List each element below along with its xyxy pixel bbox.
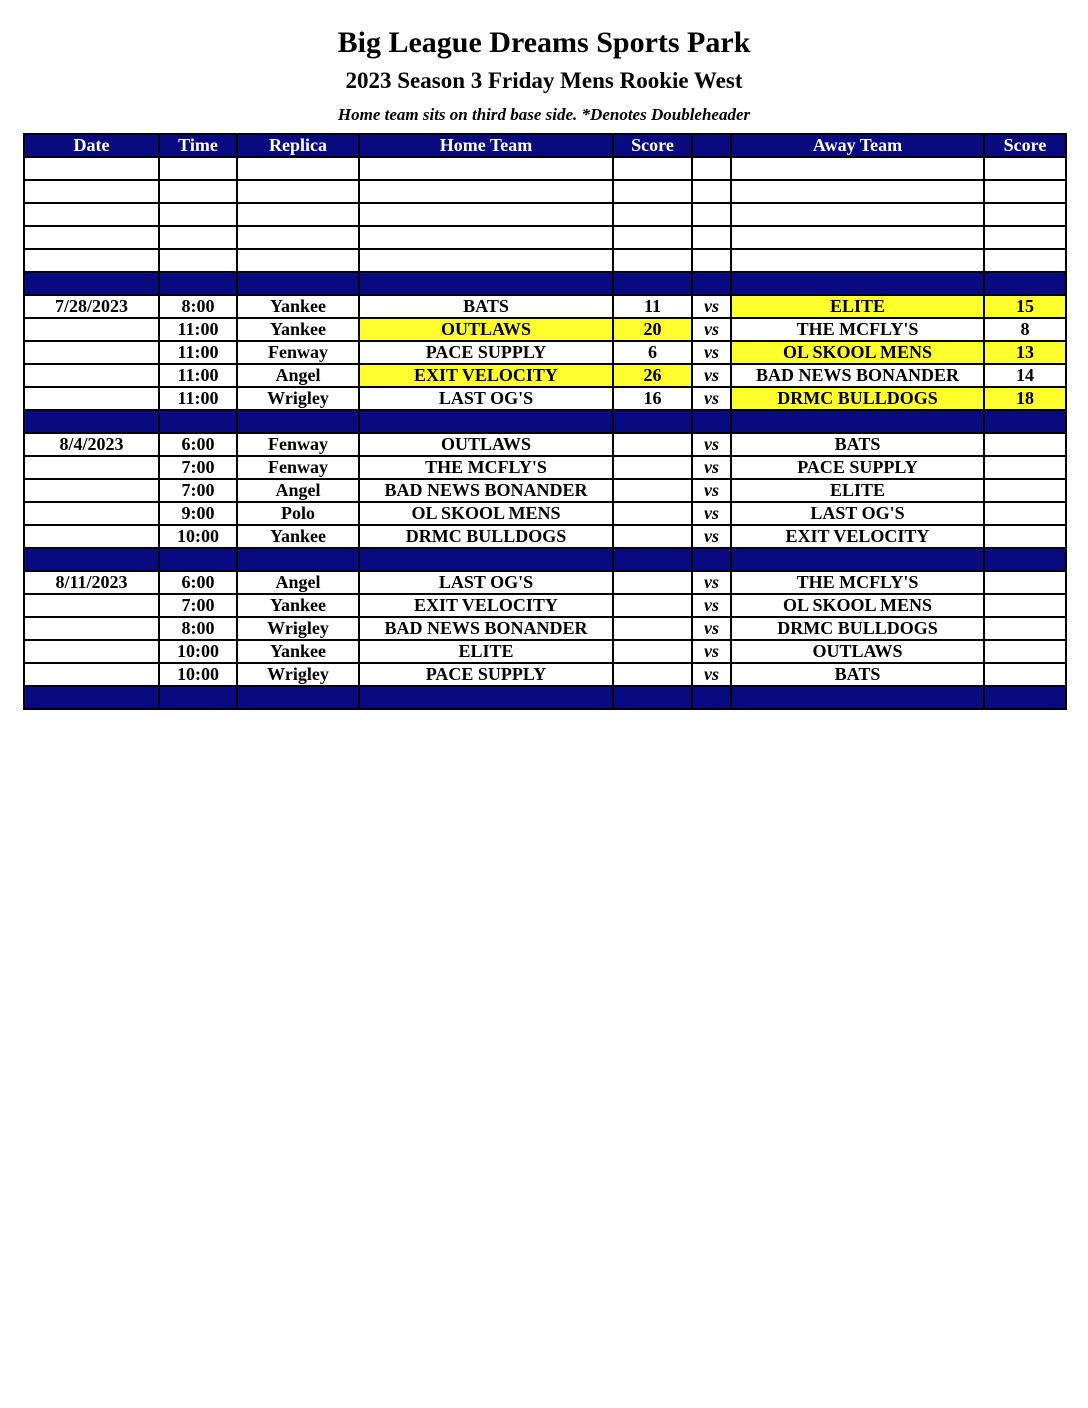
game-row bbox=[24, 617, 1066, 640]
away-score-cell bbox=[984, 594, 1066, 617]
field-cell: Wrigley bbox=[237, 617, 359, 640]
away-team-cell: OL SKOOL MENS bbox=[731, 594, 984, 617]
field-cell: Yankee bbox=[237, 295, 359, 318]
blank-row bbox=[24, 226, 1066, 249]
game-row bbox=[24, 525, 1066, 548]
col-header-time: Time bbox=[159, 134, 237, 157]
away-score-cell bbox=[984, 502, 1066, 525]
header-row bbox=[24, 134, 1066, 157]
vs-cell: vs bbox=[692, 479, 731, 502]
time-cell bbox=[159, 249, 237, 272]
home-score-cell: 16 bbox=[613, 387, 692, 410]
col-header-replica: Replica bbox=[237, 134, 359, 157]
home-team-cell: BAD NEWS BONANDER bbox=[359, 617, 613, 640]
home-team-cell: LAST OG'S bbox=[359, 387, 613, 410]
time-cell: 6:00 bbox=[159, 571, 237, 594]
vs-cell: vs bbox=[692, 364, 731, 387]
vs-cell bbox=[692, 157, 731, 180]
away-team-cell bbox=[731, 203, 984, 226]
vs-cell: vs bbox=[692, 571, 731, 594]
field-cell bbox=[237, 203, 359, 226]
home-score-cell bbox=[613, 617, 692, 640]
time-cell: 7:00 bbox=[159, 594, 237, 617]
col-header-home-score: Score bbox=[613, 134, 692, 157]
away-score-cell bbox=[984, 617, 1066, 640]
vs-cell: vs bbox=[692, 502, 731, 525]
home-score-cell: 6 bbox=[613, 341, 692, 364]
date-cell: 8/11/2023 bbox=[24, 571, 159, 594]
away-team-cell: OL SKOOL MENS bbox=[731, 341, 984, 364]
home-score-cell: 20 bbox=[613, 318, 692, 341]
date-cell: 8/4/2023 bbox=[24, 433, 159, 456]
separator-cell bbox=[359, 410, 613, 433]
vs-cell: vs bbox=[692, 341, 731, 364]
home-score-cell bbox=[613, 594, 692, 617]
time-cell bbox=[159, 203, 237, 226]
field-cell: Angel bbox=[237, 479, 359, 502]
field-cell: Fenway bbox=[237, 433, 359, 456]
away-score-cell bbox=[984, 203, 1066, 226]
home-team-cell: OUTLAWS bbox=[359, 318, 613, 341]
separator-cell bbox=[24, 686, 159, 709]
field-cell: Yankee bbox=[237, 525, 359, 548]
away-score-cell: 8 bbox=[984, 318, 1066, 341]
date-cell bbox=[24, 387, 159, 410]
game-row bbox=[24, 295, 1066, 318]
away-team-cell: EXIT VELOCITY bbox=[731, 525, 984, 548]
field-cell: Yankee bbox=[237, 318, 359, 341]
vs-cell: vs bbox=[692, 617, 731, 640]
home-score-cell bbox=[613, 663, 692, 686]
away-score-cell bbox=[984, 226, 1066, 249]
away-score-cell bbox=[984, 640, 1066, 663]
away-team-cell: THE MCFLY'S bbox=[731, 318, 984, 341]
field-cell: Wrigley bbox=[237, 663, 359, 686]
time-cell: 8:00 bbox=[159, 617, 237, 640]
vs-cell bbox=[692, 226, 731, 249]
separator-cell bbox=[24, 410, 159, 433]
separator-cell bbox=[731, 410, 984, 433]
separator-cell bbox=[731, 548, 984, 571]
time-cell: 11:00 bbox=[159, 364, 237, 387]
away-score-cell bbox=[984, 433, 1066, 456]
away-team-cell: PACE SUPPLY bbox=[731, 456, 984, 479]
schedule-body bbox=[24, 157, 1066, 709]
home-team-cell bbox=[359, 203, 613, 226]
separator-cell bbox=[359, 548, 613, 571]
game-row bbox=[24, 433, 1066, 456]
vs-cell bbox=[692, 249, 731, 272]
field-cell bbox=[237, 157, 359, 180]
separator-row bbox=[24, 548, 1066, 571]
separator-cell bbox=[731, 272, 984, 295]
time-cell: 7:00 bbox=[159, 456, 237, 479]
vs-cell: vs bbox=[692, 433, 731, 456]
separator-cell bbox=[613, 548, 692, 571]
separator-cell bbox=[237, 548, 359, 571]
vs-cell: vs bbox=[692, 594, 731, 617]
time-cell: 10:00 bbox=[159, 640, 237, 663]
home-score-cell bbox=[613, 226, 692, 249]
field-cell: Wrigley bbox=[237, 387, 359, 410]
date-cell bbox=[24, 617, 159, 640]
date-cell bbox=[24, 479, 159, 502]
separator-cell bbox=[24, 548, 159, 571]
home-team-cell bbox=[359, 157, 613, 180]
vs-cell bbox=[692, 180, 731, 203]
date-cell bbox=[24, 318, 159, 341]
away-score-cell bbox=[984, 479, 1066, 502]
home-score-cell: 26 bbox=[613, 364, 692, 387]
separator-cell bbox=[984, 548, 1066, 571]
time-cell: 9:00 bbox=[159, 502, 237, 525]
vs-cell: vs bbox=[692, 663, 731, 686]
vs-cell: vs bbox=[692, 387, 731, 410]
home-score-cell bbox=[613, 180, 692, 203]
time-cell bbox=[159, 157, 237, 180]
separator-cell bbox=[613, 272, 692, 295]
schedule-note: Home team sits on third base side. *Denotes Doubleheader bbox=[337, 105, 751, 124]
home-team-cell: LAST OG'S bbox=[359, 571, 613, 594]
separator-row bbox=[24, 272, 1066, 295]
game-row bbox=[24, 456, 1066, 479]
date-cell bbox=[24, 640, 159, 663]
away-score-cell: 15 bbox=[984, 295, 1066, 318]
separator-cell bbox=[159, 410, 237, 433]
separator-cell bbox=[984, 410, 1066, 433]
home-team-cell: OL SKOOL MENS bbox=[359, 502, 613, 525]
time-cell: 11:00 bbox=[159, 387, 237, 410]
away-team-cell bbox=[731, 249, 984, 272]
page-title: Big League Dreams Sports Park bbox=[337, 26, 751, 59]
date-cell: 7/28/2023 bbox=[24, 295, 159, 318]
away-team-cell: BATS bbox=[731, 663, 984, 686]
away-team-cell: ELITE bbox=[731, 295, 984, 318]
home-team-cell: ELITE bbox=[359, 640, 613, 663]
blank-row bbox=[24, 203, 1066, 226]
separator-cell bbox=[613, 686, 692, 709]
date-cell bbox=[24, 157, 159, 180]
away-team-cell bbox=[731, 157, 984, 180]
col-header-vs bbox=[692, 134, 731, 157]
field-cell: Fenway bbox=[237, 456, 359, 479]
separator-cell bbox=[237, 272, 359, 295]
field-cell bbox=[237, 180, 359, 203]
separator-cell bbox=[692, 686, 731, 709]
field-cell: Yankee bbox=[237, 594, 359, 617]
home-team-cell: BAD NEWS BONANDER bbox=[359, 479, 613, 502]
separator-cell bbox=[159, 548, 237, 571]
col-header-home-team: Home Team bbox=[359, 134, 613, 157]
away-score-cell: 18 bbox=[984, 387, 1066, 410]
game-row bbox=[24, 502, 1066, 525]
separator-cell bbox=[731, 686, 984, 709]
separator-row bbox=[24, 410, 1066, 433]
away-team-cell: DRMC BULLDOGS bbox=[731, 387, 984, 410]
date-cell bbox=[24, 180, 159, 203]
separator-cell bbox=[692, 548, 731, 571]
time-cell: 7:00 bbox=[159, 479, 237, 502]
date-cell bbox=[24, 525, 159, 548]
home-score-cell bbox=[613, 571, 692, 594]
away-score-cell bbox=[984, 571, 1066, 594]
home-team-cell: PACE SUPPLY bbox=[359, 663, 613, 686]
home-score-cell bbox=[613, 203, 692, 226]
time-cell bbox=[159, 226, 237, 249]
field-cell: Angel bbox=[237, 364, 359, 387]
col-header-away-team: Away Team bbox=[731, 134, 984, 157]
home-team-cell: EXIT VELOCITY bbox=[359, 594, 613, 617]
home-score-cell: 11 bbox=[613, 295, 692, 318]
blank-row bbox=[24, 249, 1066, 272]
away-team-cell: THE MCFLY'S bbox=[731, 571, 984, 594]
home-score-cell bbox=[613, 433, 692, 456]
schedule-table bbox=[23, 133, 1067, 710]
separator-cell bbox=[24, 272, 159, 295]
date-cell bbox=[24, 502, 159, 525]
col-header-date: Date bbox=[24, 134, 159, 157]
away-score-cell: 14 bbox=[984, 364, 1066, 387]
away-score-cell bbox=[984, 249, 1066, 272]
separator-cell bbox=[237, 686, 359, 709]
away-team-cell: ELITE bbox=[731, 479, 984, 502]
vs-cell: vs bbox=[692, 640, 731, 663]
separator-cell bbox=[984, 272, 1066, 295]
game-row bbox=[24, 318, 1066, 341]
game-row bbox=[24, 364, 1066, 387]
home-score-cell bbox=[613, 157, 692, 180]
separator-cell bbox=[159, 686, 237, 709]
away-team-cell: DRMC BULLDOGS bbox=[731, 617, 984, 640]
away-score-cell bbox=[984, 525, 1066, 548]
home-team-cell: BATS bbox=[359, 295, 613, 318]
field-cell bbox=[237, 226, 359, 249]
home-team-cell bbox=[359, 226, 613, 249]
separator-cell bbox=[159, 272, 237, 295]
time-cell: 6:00 bbox=[159, 433, 237, 456]
home-score-cell bbox=[613, 502, 692, 525]
game-row bbox=[24, 640, 1066, 663]
time-cell bbox=[159, 180, 237, 203]
vs-cell: vs bbox=[692, 456, 731, 479]
blank-row bbox=[24, 180, 1066, 203]
separator-cell bbox=[359, 272, 613, 295]
home-score-cell bbox=[613, 249, 692, 272]
away-team-cell: LAST OG'S bbox=[731, 502, 984, 525]
away-score-cell bbox=[984, 180, 1066, 203]
away-team-cell: OUTLAWS bbox=[731, 640, 984, 663]
away-score-cell: 13 bbox=[984, 341, 1066, 364]
field-cell bbox=[237, 249, 359, 272]
away-team-cell: BATS bbox=[731, 433, 984, 456]
game-row bbox=[24, 663, 1066, 686]
page-subtitle: 2023 Season 3 Friday Mens Rookie West bbox=[345, 68, 743, 93]
separator-cell bbox=[984, 686, 1066, 709]
home-team-cell bbox=[359, 180, 613, 203]
game-row bbox=[24, 387, 1066, 410]
time-cell: 10:00 bbox=[159, 525, 237, 548]
time-cell: 10:00 bbox=[159, 663, 237, 686]
away-score-cell bbox=[984, 157, 1066, 180]
home-team-cell: PACE SUPPLY bbox=[359, 341, 613, 364]
separator-cell bbox=[613, 410, 692, 433]
date-cell bbox=[24, 456, 159, 479]
col-header-away-score: Score bbox=[984, 134, 1066, 157]
date-cell bbox=[24, 226, 159, 249]
away-team-cell: BAD NEWS BONANDER bbox=[731, 364, 984, 387]
separator-cell bbox=[359, 686, 613, 709]
home-team-cell: DRMC BULLDOGS bbox=[359, 525, 613, 548]
field-cell: Angel bbox=[237, 571, 359, 594]
home-score-cell bbox=[613, 640, 692, 663]
away-team-cell bbox=[731, 180, 984, 203]
time-cell: 11:00 bbox=[159, 318, 237, 341]
separator-row bbox=[24, 686, 1066, 709]
game-row bbox=[24, 594, 1066, 617]
game-row bbox=[24, 479, 1066, 502]
vs-cell bbox=[692, 203, 731, 226]
blank-row bbox=[24, 157, 1066, 180]
game-row bbox=[24, 571, 1066, 594]
vs-cell: vs bbox=[692, 525, 731, 548]
date-cell bbox=[24, 594, 159, 617]
field-cell: Polo bbox=[237, 502, 359, 525]
separator-cell bbox=[692, 410, 731, 433]
field-cell: Yankee bbox=[237, 640, 359, 663]
home-score-cell bbox=[613, 456, 692, 479]
game-row bbox=[24, 341, 1066, 364]
home-score-cell bbox=[613, 525, 692, 548]
away-team-cell bbox=[731, 226, 984, 249]
time-cell: 11:00 bbox=[159, 341, 237, 364]
date-cell bbox=[24, 663, 159, 686]
date-cell bbox=[24, 364, 159, 387]
vs-cell: vs bbox=[692, 295, 731, 318]
away-score-cell bbox=[984, 663, 1066, 686]
separator-cell bbox=[692, 272, 731, 295]
home-team-cell: OUTLAWS bbox=[359, 433, 613, 456]
date-cell bbox=[24, 249, 159, 272]
date-cell bbox=[24, 341, 159, 364]
home-score-cell bbox=[613, 479, 692, 502]
home-team-cell: EXIT VELOCITY bbox=[359, 364, 613, 387]
away-score-cell bbox=[984, 456, 1066, 479]
vs-cell: vs bbox=[692, 318, 731, 341]
home-team-cell bbox=[359, 249, 613, 272]
field-cell: Fenway bbox=[237, 341, 359, 364]
time-cell: 8:00 bbox=[159, 295, 237, 318]
date-cell bbox=[24, 203, 159, 226]
separator-cell bbox=[237, 410, 359, 433]
home-team-cell: THE MCFLY'S bbox=[359, 456, 613, 479]
